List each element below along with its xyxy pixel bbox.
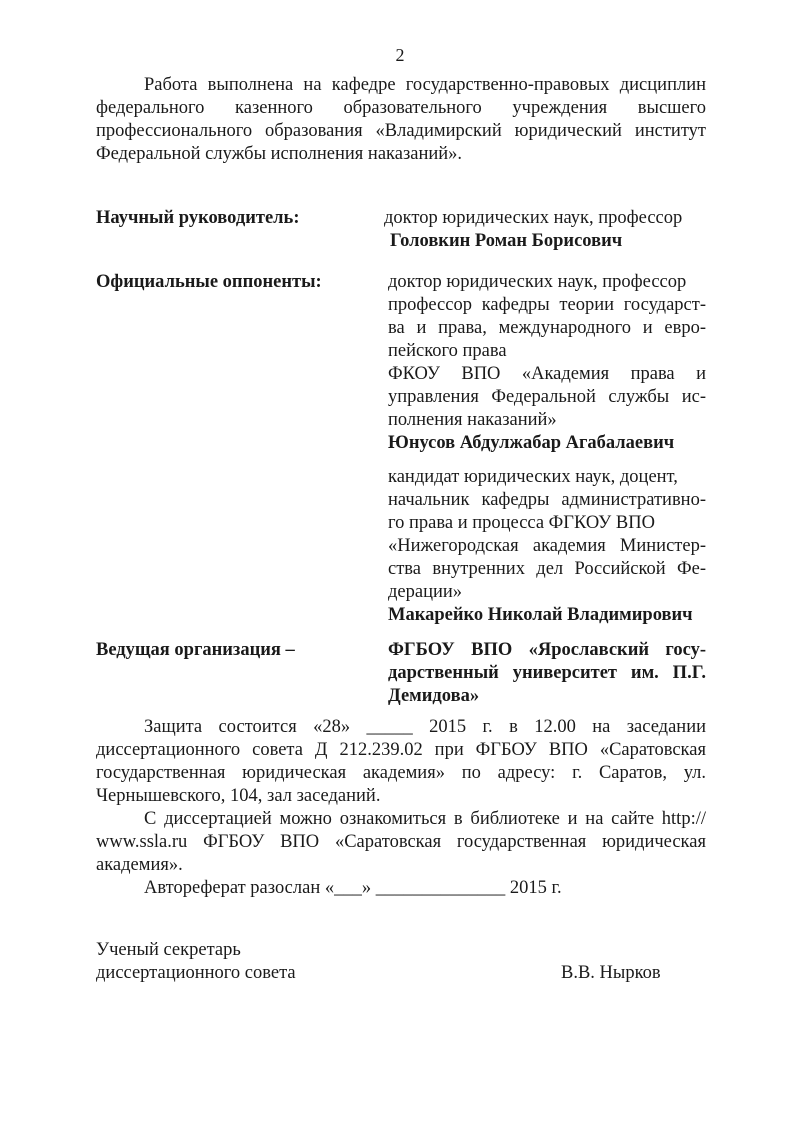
opponent-1-line: пейского права xyxy=(388,341,507,361)
opponents-label: Официальные оппоненты: xyxy=(96,272,322,292)
page-number: 2 xyxy=(395,45,405,65)
leading-org-line: дарственный университет им. П.Г. xyxy=(388,663,706,683)
opponent-2-line: ства внутренних дел Российской Фе- xyxy=(388,559,706,579)
opponent-2-line: го права и процесса ФГКОУ ВПО xyxy=(388,513,655,533)
mailing-line: Автореферат разослан «___» ______________ 2015 г. xyxy=(144,878,562,898)
opponent-1-block xyxy=(388,271,706,455)
leading-org-line: Демидова» xyxy=(388,686,480,706)
opponent-2-line: кандидат юридических наук, доцент, xyxy=(388,467,678,487)
supervisor-degree: доктор юридических наук, профессор xyxy=(384,208,683,228)
leading-org-line: ФГБОУ ВПО «Ярославский госу- xyxy=(388,640,706,660)
secretary-title-line2: диссертационного совета xyxy=(96,963,296,983)
opponent-1-name: Юнусов Абдулжабар Агабалаевич xyxy=(388,433,675,453)
opponent-1-line: доктор юридических наук, профессор xyxy=(388,272,687,292)
opponent-1-line: полнения наказаний» xyxy=(388,410,557,430)
supervisor-block xyxy=(384,207,702,253)
opponent-2-line: дерации» xyxy=(388,582,463,602)
opponent-1-line: управления Федеральной службы ис- xyxy=(388,387,706,407)
secretary-title-line1: Ученый секретарь xyxy=(96,940,241,960)
leading-org-label: Ведущая организация – xyxy=(96,640,295,660)
leading-org-block xyxy=(388,639,706,708)
defense-paragraph: Защита состоится «28» _____ 2015 г. в 12.00 на заседании диссертационного совета Д 212.239.02 при ФГБОУ ВПО «Саратовская государственная юридическая академия» по адресу: г. Саратов, ул. Чернышевского, 104, зал заседаний. xyxy=(96,717,706,806)
opponent-2-line: «Нижегородская академия Министер- xyxy=(388,536,706,556)
opponent-2-name: Макарейко Николай Владимирович xyxy=(388,605,693,625)
opponent-2-block xyxy=(388,466,706,627)
opponent-1-line: ФКОУ ВПО «Академия права и xyxy=(388,364,706,384)
secretary-name: В.В. Нырков xyxy=(561,963,661,983)
intro-paragraph: Работа выполнена на кафедре государственно-правовых дисциплин федерального казенного образовательного учреждения высшего профессионального образования «Владимирский юридический институт Федеральной службы исполнения наказаний». xyxy=(96,75,706,164)
opponent-1-line: профессор кафедры теории государст- xyxy=(388,295,706,315)
supervisor-name: Головкин Роман Борисович xyxy=(390,231,623,251)
opponent-2-line: начальник кафедры административно- xyxy=(388,490,706,510)
library-paragraph: С диссертацией можно ознакомиться в библиотеке и на сайте http:// www.ssla.ru ФГБОУ ВПО «Саратовская государственная юридическая академия». xyxy=(96,809,706,875)
supervisor-label: Научный руководитель: xyxy=(96,208,300,228)
opponent-1-line: ва и права, международного и евро- xyxy=(388,318,706,338)
